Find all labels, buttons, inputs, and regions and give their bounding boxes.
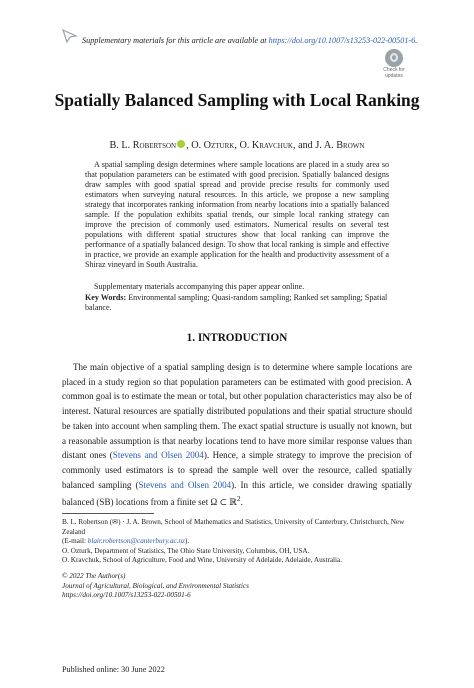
article-title: Spatially Balanced Sampling with Local Ranking bbox=[54, 90, 420, 110]
introduction-paragraph bbox=[62, 360, 412, 510]
author-4-name: Brown bbox=[336, 140, 365, 151]
author-1-initials: B. L. bbox=[109, 140, 133, 151]
supplementary-link[interactable]: https://doi.org/10.1007/s13253-022-00501-6 bbox=[268, 36, 416, 45]
intro-text-end: . bbox=[240, 497, 243, 508]
doi-link[interactable]: https://doi.org/10.1007/s13253-022-00501-6 bbox=[62, 591, 191, 600]
footnote-affiliation-3: O. Kravchuk, School of Agriculture, Food and Wine, University of Adelaide, Adelaide, Australia. bbox=[62, 556, 343, 565]
citation-link-1[interactable]: Stevens and Olsen 2004 bbox=[112, 450, 204, 461]
footnote-email-line bbox=[62, 537, 422, 547]
citation-link-2[interactable]: Stevens and Olsen 2004 bbox=[138, 479, 232, 490]
author-sep-1: , O. bbox=[186, 140, 204, 151]
author-sep-3: , and J. A. bbox=[292, 140, 337, 151]
intro-text-b: ). Hence, a simple strategy to improve the precision of commonly used estimators is to spread the sample well over the resource, called spatially balanced sampling ( bbox=[62, 450, 412, 490]
published-date: Published online: 30 June 2022 bbox=[62, 665, 165, 674]
superscript-2: 2 bbox=[236, 494, 241, 504]
check-updates-label bbox=[380, 68, 408, 79]
author-1-name: Robertson bbox=[132, 140, 177, 151]
intro-text-a: The main objective of a spatial sampling design is to determine where sample locations are placed in a study region so that population parameters can be estimated with good precision. A common goal is to estimate the mean or total, but other population characteristics may also be of interest. Natural resources are spatially distributed populations and their spatial structure should be taken into account when sampling them. The exact spatial structure is usually not known, but a reasonable assumption is that nearby locations tend to have more similar response values than distant ones ( bbox=[62, 362, 412, 461]
email-suffix: ). bbox=[184, 537, 190, 546]
badge-line-1: Check for bbox=[383, 67, 405, 73]
footnote-divider bbox=[62, 513, 154, 514]
author-2-name: Ozturk bbox=[203, 140, 235, 151]
footnotes bbox=[62, 518, 422, 601]
journal-name: Journal of Agricultural, Biological, and Environmental Statistics bbox=[62, 581, 249, 590]
keywords-text: Environmental sampling; Quasi-random sampling; Ranked set sampling; Spatial balance. bbox=[85, 293, 388, 312]
section-heading-introduction: 1. INTRODUCTION bbox=[186, 332, 288, 344]
supplementary-prefix: Supplementary materials for this article are available at bbox=[82, 36, 269, 45]
footnote-affiliation-2: O. Ozturk, Department of Statistics, The Ohio State University, Columbus, OH, USA. bbox=[62, 546, 310, 555]
email-prefix: (E-mail: bbox=[62, 537, 88, 546]
copyright-line: © 2022 The Author(s) bbox=[62, 571, 126, 580]
email-link[interactable]: blair.robertson@canterbury.ac.nz bbox=[87, 537, 185, 546]
footnote-affiliation-1: B. L. Robertson (✉) · J. A. Brown, School of Mathematics and Statistics, University of Canterbury, Christchurch, New Zealand bbox=[62, 518, 405, 536]
intro-text-c: ). In this article, we consider drawing spatially balanced (SB) locations from a finite set Ω ⊂ ℝ bbox=[62, 479, 412, 508]
supplementary-note bbox=[62, 36, 442, 45]
supplementary-materials-line: Supplementary materials accompanying this paper appear online. bbox=[94, 282, 305, 291]
abstract: A spatial sampling design determines where sample locations are placed in a study area so that population parameters can be estimated with good precision. Spatially balanced designs draw samples with good spatial spread and provide precise results for commonly used estimators when surveying natural resources. In this article, we propose a new sampling strategy that incorporates ranking information from nearby locations into a spatially balanced sample. If the population exhibits spatial trends, our simple local ranking strategy can improve the precision of commonly used estimators. Numerical results on several test populations with different spatial structures show that local ranking can improve the performance of a spatially balanced design. To show that local ranking is simple and effective in practice, we provide an example application for the health and productivity assessment of a Shiraz vineyard in South Australia. bbox=[85, 160, 389, 269]
badge-line-2: updates bbox=[385, 72, 403, 79]
author-3-name: Kravchuk bbox=[251, 140, 293, 151]
check-for-updates-badge[interactable] bbox=[380, 49, 408, 79]
author-sep-2: , O. bbox=[234, 140, 252, 151]
keywords bbox=[85, 293, 389, 313]
author-line bbox=[40, 140, 434, 152]
orcid-icon[interactable] bbox=[177, 140, 185, 148]
keywords-label: Key Words: bbox=[85, 293, 127, 302]
supplementary-suffix: . bbox=[415, 36, 418, 45]
check-updates-icon bbox=[385, 49, 403, 67]
